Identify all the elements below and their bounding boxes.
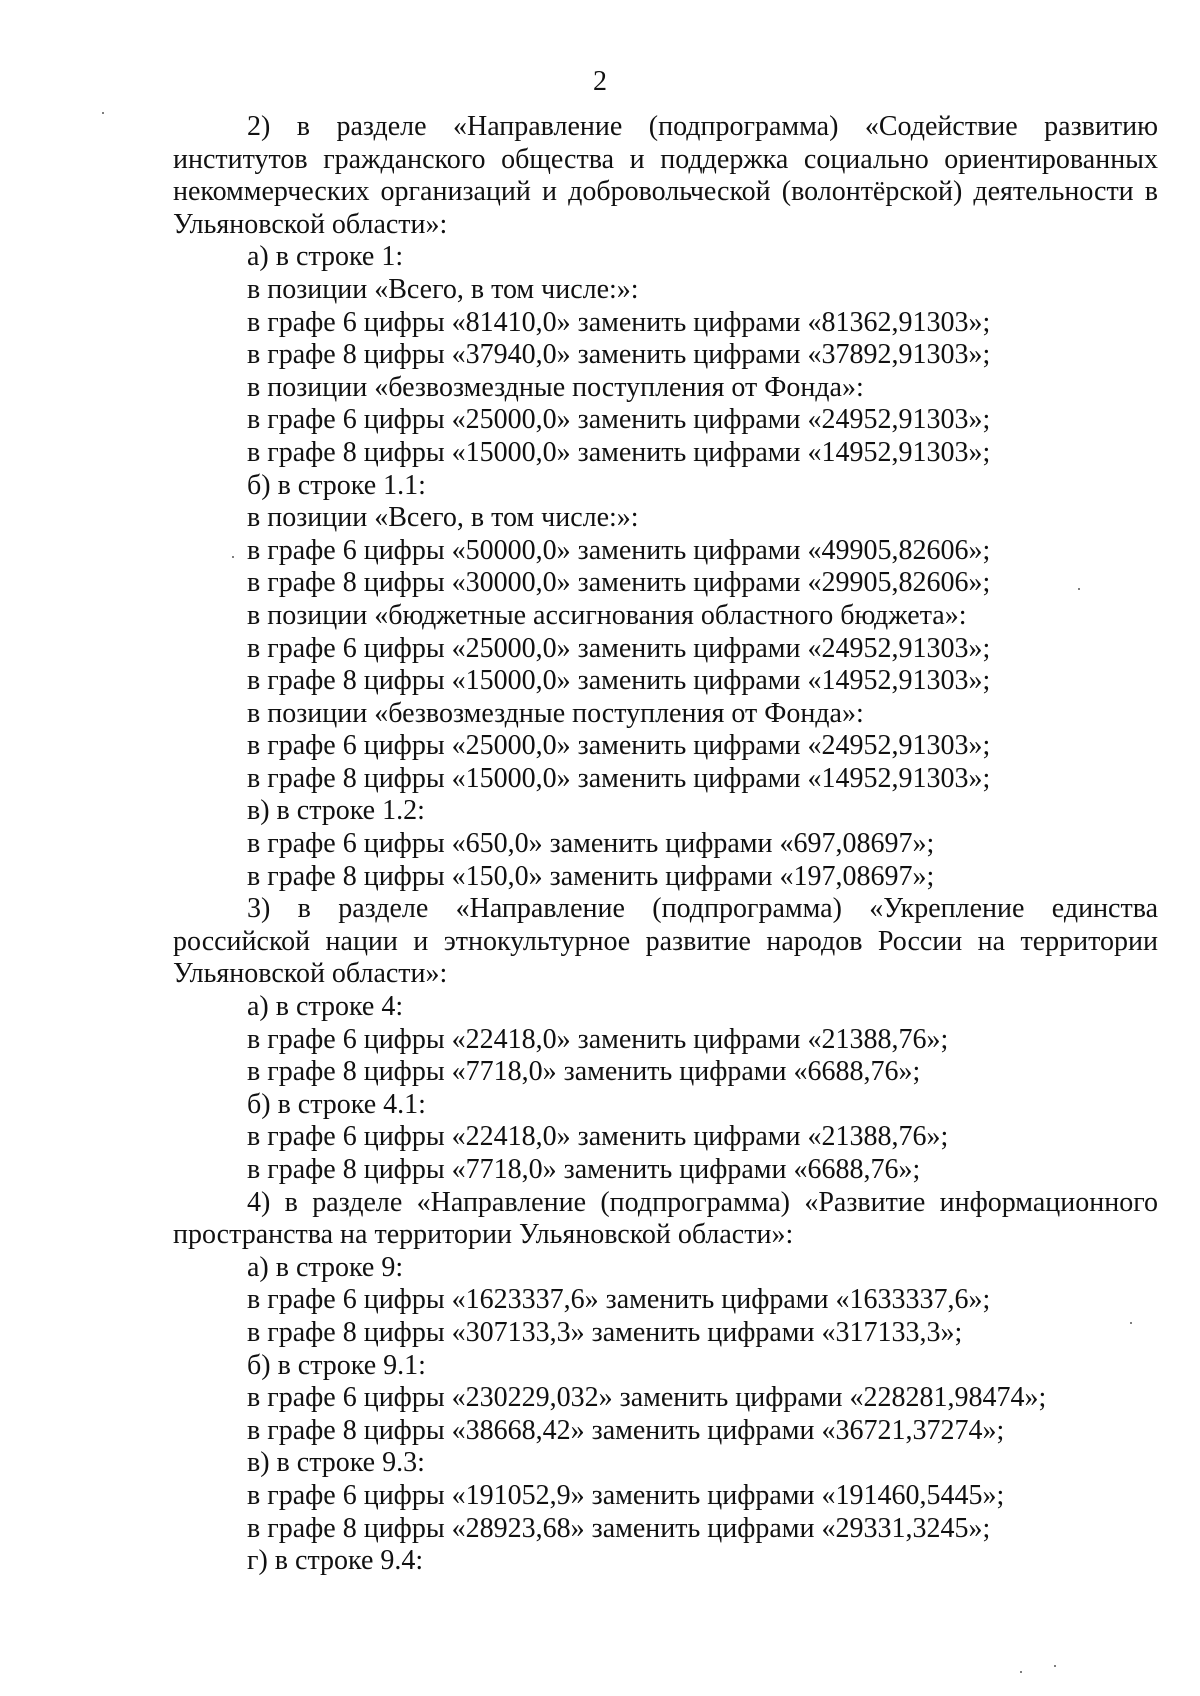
amendment-line: в графе 8 цифры «28923,68» заменить цифрами «29331,3245»; — [247, 1512, 991, 1544]
amendment-line: в графе 8 цифры «30000,0» заменить цифрами «29905,82606»; — [247, 567, 991, 599]
amendment-line: в позиции «безвозмездные поступления от Фонда»: — [247, 697, 864, 729]
amendment-line: а) в строке 9: — [247, 1251, 404, 1283]
amendment-line: в графе 8 цифры «7718,0» заменить цифрами «6688,76»; — [247, 1154, 921, 1185]
amendment-line: в) в строке 1.2: — [247, 795, 425, 827]
amendment-line: а) в строке 1: — [247, 241, 404, 273]
amendment-line: в позиции «Всего, в том числе:»: — [247, 273, 639, 305]
amendment-line: в графе 8 цифры «38668,42» заменить цифрами «36721,37274»; — [247, 1414, 1005, 1446]
scan-speck — [1130, 1322, 1132, 1324]
scan-speck — [1054, 1665, 1056, 1667]
amendment-line: в графе 6 цифры «50000,0» заменить цифрами «49905,82606»; — [247, 534, 991, 566]
amendment-line: в графе 8 цифры «37940,0» заменить цифрами «37892,91303»; — [247, 339, 991, 371]
amendment-line: а) в строке 4: — [247, 991, 404, 1023]
scan-speck — [102, 112, 104, 114]
amendment-line: в графе 6 цифры «81410,0» заменить цифрами «81362,91303»; — [247, 306, 991, 338]
amendment-line: в позиции «бюджетные ассигнования областного бюджета»: — [247, 599, 967, 631]
amendment-line: в графе 6 цифры «22418,0» заменить цифрами «21388,76»; — [247, 1023, 949, 1055]
amendment-line: в графе 6 цифры «1623337,6» заменить цифрами «1633337,6»; — [247, 1284, 991, 1316]
amendment-line: б) в строке 4.1: — [247, 1088, 426, 1120]
section-paragraph: 3) в разделе «Направление (подпрограмма) «Укрепление единства российской нации и этнокультурное развитие народов России на территории Ульяновской области»: — [173, 893, 1158, 990]
amendment-line: в графе 6 цифры «25000,0» заменить цифрами «24952,91303»; — [247, 632, 991, 664]
amendment-line: в графе 8 цифры «15000,0» заменить цифрами «14952,91303»; — [247, 436, 991, 468]
amendment-line: в графе 6 цифры «22418,0» заменить цифрами «21388,76»; — [247, 1121, 949, 1153]
amendment-line: в графе 6 цифры «191052,9» заменить цифрами «191460,5445»; — [247, 1479, 1005, 1511]
amendment-line: б) в строке 1.1: — [247, 469, 426, 501]
amendment-line: в графе 6 цифры «25000,0» заменить цифрами «24952,91303»; — [247, 730, 991, 762]
document-body — [173, 111, 1158, 1578]
amendment-line: в) в строке 9.3: — [247, 1447, 425, 1479]
section-paragraph: 4) в разделе «Направление (подпрограмма) «Развитие информационного пространства на территории Ульяновской области»: — [173, 1186, 1158, 1251]
amendment-line: в графе 6 цифры «230229,032» заменить цифрами «228281,98474»; — [247, 1382, 1047, 1414]
amendment-line: в графе 8 цифры «15000,0» заменить цифрами «14952,91303»; — [247, 665, 991, 697]
amendment-line: в графе 6 цифры «650,0» заменить цифрами «697,08697»; — [247, 828, 935, 860]
amendment-line: в графе 8 цифры «307133,3» заменить цифрами «317133,3»; — [247, 1316, 963, 1348]
amendment-line: в позиции «безвозмездные поступления от Фонда»: — [247, 371, 864, 403]
amendment-line: б) в строке 9.1: — [247, 1349, 426, 1381]
scan-speck — [232, 556, 234, 558]
page-number: 2 — [593, 66, 607, 97]
amendment-line: г) в строке 9.4: — [247, 1545, 424, 1577]
scan-speck — [1020, 1671, 1022, 1673]
amendment-line: в графе 8 цифры «15000,0» заменить цифрами «14952,91303»; — [247, 762, 991, 794]
amendment-line: в графе 8 цифры «7718,0» заменить цифрами «6688,76»; — [247, 1056, 921, 1088]
amendment-line: в графе 6 цифры «25000,0» заменить цифрами «24952,91303»; — [247, 404, 991, 436]
section-paragraph: 2) в разделе «Направление (подпрограмма) «Содействие развитию институтов гражданского общества и поддержка социально ориентированных некоммерческих организаций и добровольческой (волонтёрской) деятельности в Ульяновской области»: — [173, 111, 1158, 240]
amendment-line: в позиции «Всего, в том числе:»: — [247, 502, 639, 534]
scan-speck — [1078, 588, 1080, 590]
amendment-line: в графе 8 цифры «150,0» заменить цифрами «197,08697»; — [247, 860, 935, 892]
